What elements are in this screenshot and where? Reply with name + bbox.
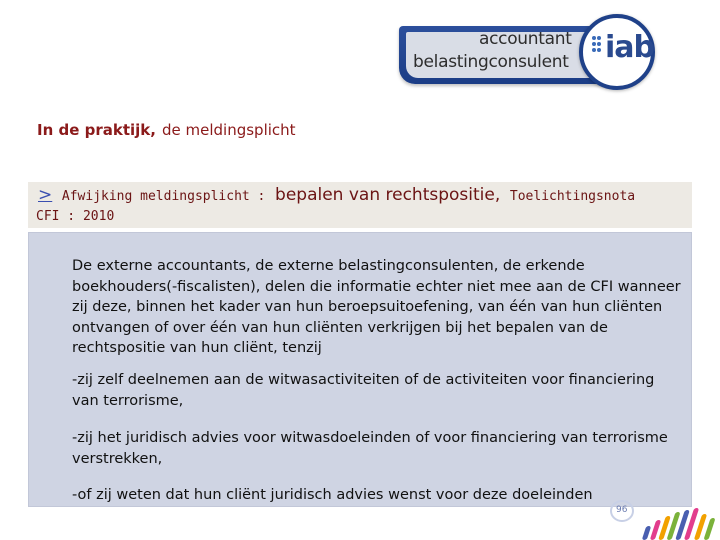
title-bold: In de praktijk,: [37, 121, 156, 139]
logo-text-accountant: accountant: [479, 29, 572, 49]
decorative-bar: [703, 518, 715, 540]
logo-dots-icon: [592, 36, 602, 70]
title-normal: de meldingsplicht: [161, 121, 296, 139]
subheading-line-2: CFI : 2010: [36, 209, 115, 224]
page-title: [37, 121, 296, 139]
paragraph-exception-3: -of zij weten dat hun cliënt juridisch advies wenst voor deze doeleinden: [72, 487, 593, 503]
subheading-line-1: [38, 185, 635, 205]
logo-text-belastingconsulent: belastingconsulent: [413, 52, 569, 72]
paragraph-exception-2: -zij het juridisch advies voor witwasdoeleinden of voor financiering van terrorisme verstrekken,: [72, 430, 668, 467]
decorative-bars: [640, 506, 720, 540]
page-number: 96: [616, 505, 628, 515]
paragraph-exception-1: -zij zelf deelnemen aan de witwasactiviteiten of de activiteiten voor financiering van terrorisme,: [72, 372, 655, 409]
subheading-source: Toelichtingsnota: [509, 189, 636, 204]
iab-logo: [399, 8, 689, 88]
subheading-arrow-icon: >: [38, 185, 53, 205]
content-box: [28, 232, 692, 507]
logo-mark-iab: iab: [605, 30, 655, 65]
paragraph-main: De externe accountants, de externe belastingconsulenten, de erkende boekhouders(-fiscalisten), delen die informatie echter niet mee aan de CFI wanneer zij deze, binnen het kader van hun beroepsuitoefening, van één van hun cliënten ontvangen of over één van hun cliënten verkrijgen bij het bepalen van de rechtspositie van hun cliënt, tenzij: [72, 258, 681, 356]
subheading-label: Afwijking meldingsplicht :: [61, 189, 266, 204]
subheading-emphasis: bepalen van rechtspositie,: [275, 185, 501, 205]
subheading-band: [28, 182, 692, 228]
